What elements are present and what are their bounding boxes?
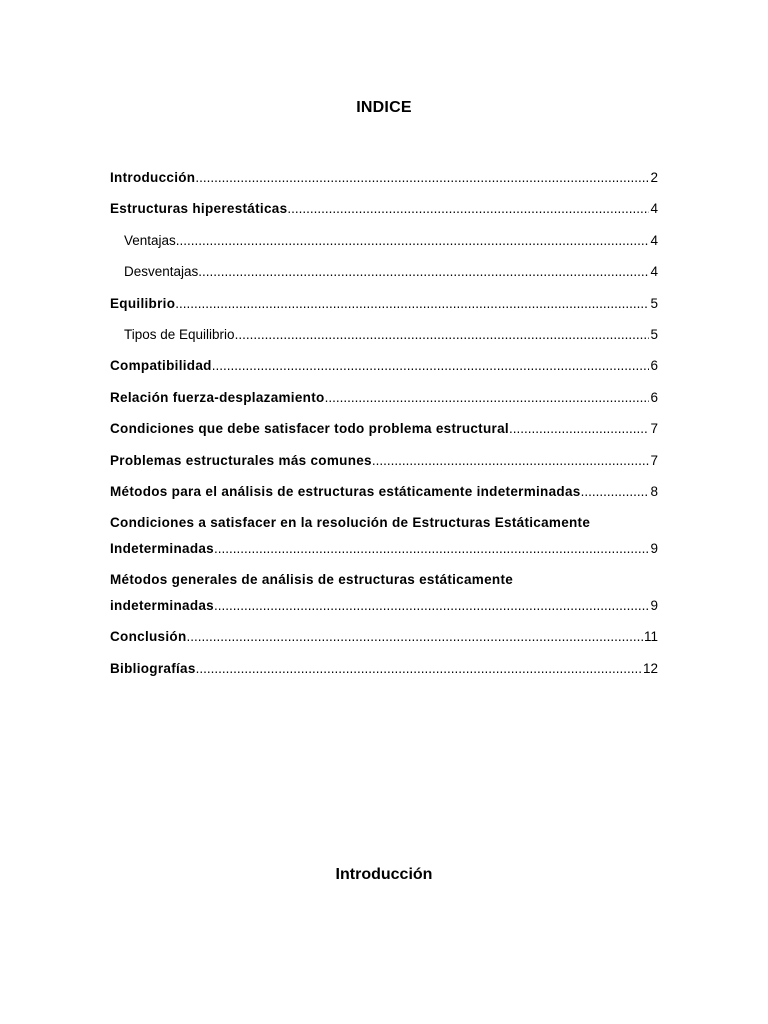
toc-entry-label: Conclusión (110, 629, 187, 645)
toc-entry-label: Compatibilidad (110, 358, 212, 374)
toc-entry-estructuras-hiperestaticas[interactable] (110, 196, 658, 227)
toc-dot-leader (325, 385, 650, 411)
toc-dot-leader (214, 536, 650, 562)
toc-entry-conclusion[interactable] (110, 624, 658, 655)
toc-dot-leader (235, 322, 650, 348)
toc-dot-leader (212, 353, 650, 379)
toc-entry-relacion-fuerza-desplazamiento[interactable] (110, 385, 658, 416)
toc-entry-label: Equilibrio (110, 295, 176, 311)
toc-page-number: 9 (650, 541, 658, 557)
toc-entry-label: Estructuras hiperestáticas (110, 201, 288, 217)
toc-page-number: 7 (650, 421, 658, 437)
toc-entry-desventajas[interactable] (110, 259, 658, 290)
toc-page-number: 5 (650, 295, 658, 311)
toc-page-number: 8 (650, 483, 658, 499)
toc-entry-label: Ventajas (124, 232, 176, 248)
section-heading-introduccion: Introducción (335, 866, 433, 883)
toc-dot-leader (372, 448, 650, 474)
toc-entry-label: Bibliografías (110, 660, 196, 676)
toc-dot-leader (581, 479, 650, 505)
toc-entry-equilibrio[interactable] (110, 291, 658, 322)
toc-entry-introduccion[interactable] (110, 165, 658, 196)
toc-dot-leader (196, 656, 642, 682)
toc-entry-label-line2: Indeterminadas (110, 541, 214, 557)
toc-page-number: 6 (650, 358, 658, 374)
toc-page-number: 7 (650, 452, 658, 468)
toc-entry-label: Problemas estructurales más comunes (110, 452, 372, 468)
toc-dot-leader (195, 165, 649, 191)
toc-dot-leader (187, 624, 643, 650)
toc-entry-label-line2: indeterminadas (110, 598, 214, 614)
toc-entry-metodos-generales[interactable] (110, 567, 658, 619)
toc-page-number: 5 (650, 326, 658, 342)
toc-entry-problemas-estructurales-comunes[interactable] (110, 448, 658, 479)
toc-page-number: 4 (650, 232, 658, 248)
toc-entry-ventajas[interactable] (110, 228, 658, 259)
toc-entry-condiciones-resolucion[interactable] (110, 510, 658, 562)
toc-dot-leader (509, 416, 650, 442)
toc-entry-compatibilidad[interactable] (110, 353, 658, 384)
toc-dot-leader (175, 291, 649, 317)
toc-entry-label: Introducción (110, 170, 196, 185)
toc-dot-leader (176, 228, 650, 254)
toc-dot-leader (214, 593, 650, 619)
table-of-contents (110, 165, 658, 687)
toc-page-number: 4 (650, 201, 658, 217)
toc-entry-label: Desventajas (124, 264, 199, 280)
toc-entry-label-line1: Condiciones a satisfacer en la resolución de Estructuras Estáticamente (110, 515, 591, 531)
toc-entry-metodos-analisis[interactable] (110, 479, 658, 510)
toc-entry-label: Tipos de Equilibrio (124, 326, 235, 342)
toc-entry-condiciones-problema-estructural[interactable] (110, 416, 658, 447)
toc-dot-leader (287, 196, 649, 222)
toc-entry-label: Métodos para el análisis de estructuras estáticamente indeterminadas (110, 483, 581, 499)
toc-page-number: 4 (650, 264, 658, 280)
toc-entry-tipos-de-equilibrio[interactable] (110, 322, 658, 353)
toc-entry-label: Condiciones que debe satisfacer todo problema estructural (110, 421, 509, 437)
toc-page-number: 12 (642, 660, 658, 676)
toc-page-number: 9 (650, 598, 658, 614)
toc-title: INDICE (356, 99, 412, 116)
toc-entry-label-line1: Métodos generales de análisis de estructuras estáticamente (110, 572, 514, 588)
toc-entry-label: Relación fuerza-desplazamiento (110, 389, 325, 405)
toc-dot-leader (198, 259, 649, 285)
toc-page-number: 2 (650, 170, 658, 185)
toc-page-number: 11 (643, 629, 658, 645)
toc-entry-bibliografias[interactable] (110, 656, 658, 687)
toc-page-number: 6 (650, 389, 658, 405)
